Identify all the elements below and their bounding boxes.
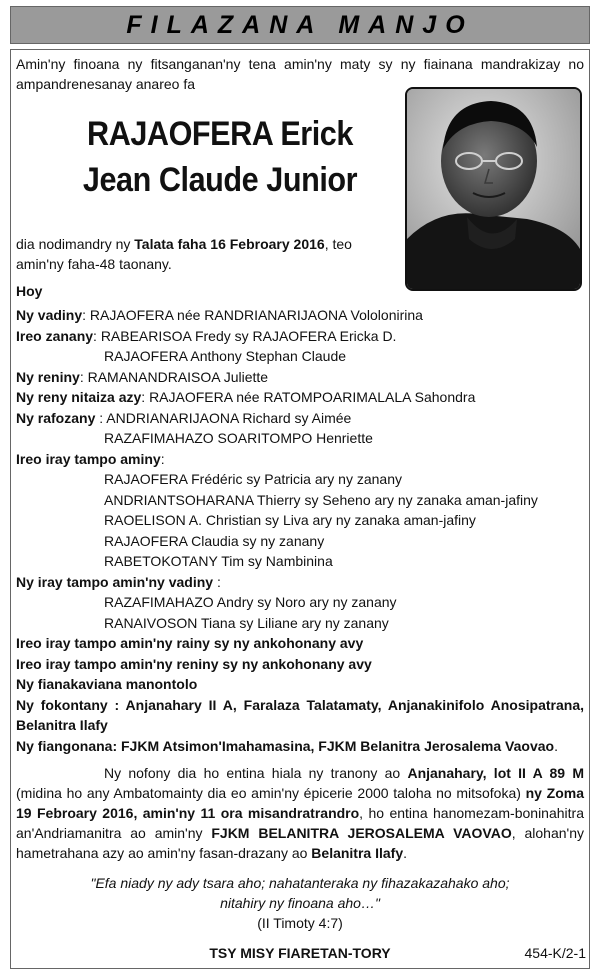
- death-prefix: dia nodimandry ny: [16, 236, 135, 252]
- death-date-line: [16, 234, 401, 274]
- fiangonana-text: [16, 736, 558, 756]
- father-relatives: Ireo iray tampo amin'ny rainy sy ny ankohonany avy: [16, 635, 364, 651]
- in-laws-name-1: ANDRIANARIJAONA Richard sy Aimée: [106, 410, 352, 426]
- wife-sibling-1: RAZAFIMAHAZO Andry sy Noro ary ny zanany: [104, 594, 397, 610]
- spouse-line: [16, 305, 423, 325]
- footer-note: TSY MISY FIARETAN-TORY: [209, 945, 391, 961]
- children-line: [16, 326, 396, 346]
- mother-line: [16, 367, 268, 387]
- wife-siblings-heading: [16, 572, 221, 592]
- sibling-3: RAOELISON A. Christian sy Liva ary ny zanaka aman-jafiny: [104, 512, 476, 528]
- footer-code: 454-K/2-1: [524, 945, 586, 961]
- children-label: Ireo zanany: [16, 328, 94, 344]
- spouse-name: RAJAOFERA née RANDRIANARIJAONA Vololonirina: [89, 307, 423, 323]
- funeral-burial-place: Belanitra Ilafy: [311, 845, 404, 861]
- wife-siblings-sep: :: [213, 574, 221, 590]
- funeral-t3: , ho entina hanomezam-boninahitra an'Andriamanitra ao amin'ny: [16, 805, 584, 841]
- intro-text: Amin'ny finoana ny fitsanganan'ny tena amin'ny maty sy ny fiainana mandrakizay no ampandrenesanay anareo fa: [16, 56, 584, 92]
- in-laws-name-2: RAZAFIMAHAZO SOARITOMPO Henriette: [104, 430, 373, 446]
- quote-line1: "Efa niady ny ady tsara aho; nahatanteraka ny fihazakazahako aho;: [90, 875, 510, 891]
- portrait-icon: [407, 89, 580, 289]
- in-laws-line: [16, 408, 351, 428]
- mother-sep: :: [79, 369, 88, 385]
- children-sep: :: [93, 328, 101, 344]
- foster-mother-line: [16, 387, 475, 407]
- portrait-photo: [405, 87, 582, 291]
- mother-label: Ny reniny: [16, 369, 80, 385]
- death-date: Talata faha 16 Febroary 2016: [134, 236, 325, 252]
- quote-reference: (II Timoty 4:7): [257, 915, 343, 931]
- death-suffix: , teo amin'ny faha-48 taonany.: [16, 236, 352, 272]
- sibling-4: RAJAOFERA Claudia sy ny zanany: [104, 533, 325, 549]
- fiangonana-label: Ny fiangonana: FJKM Atsimon'Imahamasina, FJKM Belanitra Jerosalema Vaovao: [16, 738, 555, 754]
- foster-mother-label: Ny reny nitaiza azy: [16, 389, 142, 405]
- fokontany-text: Ny fokontany : Anjanahary II A, Faralaza Talatamaty, Anjanakinifolo Anosipatrana, Belanitra Ilafy: [16, 697, 584, 733]
- mother-name: RAMANANDRAISOA Juliette: [87, 369, 269, 385]
- foster-mother-name: RAJAOFERA née RATOMPOARIMALALA Sahondra: [149, 389, 476, 405]
- wife-siblings-label: Ny iray tampo amin'ny vadiny: [16, 574, 214, 590]
- siblings-sep: :: [160, 451, 165, 467]
- funeral-t2: (midina ho any Ambatomainty dia eo amin'ny épicerie 2000 taloha no mitsofoka): [16, 785, 526, 801]
- funeral-t4: , alohan'ny hametrahana azy ao amin'ny fasan-drazany ao: [16, 825, 584, 861]
- sibling-5: RABETOKOTANY Tim sy Nambinina: [104, 553, 333, 569]
- deceased-name-line1: RAJAOFERA Erick: [87, 115, 353, 153]
- quote-line2: nitahiry ny finoana aho…": [220, 895, 380, 911]
- whole-family: Ny fianakaviana manontolo: [16, 676, 198, 692]
- sibling-2: ANDRIANTSOHARANA Thierry sy Seheno ary ny zanaka aman-jafiny: [104, 492, 538, 508]
- mother-relatives: Ireo iray tampo amin'ny reniny sy ny ankohonany avy: [16, 656, 372, 672]
- funeral-address: Anjanahary, lot II A 89 M: [407, 765, 584, 781]
- deceased-name-line2: Jean Claude Junior: [82, 161, 358, 199]
- spouse-sep: :: [82, 307, 90, 323]
- funeral-t5: .: [403, 845, 408, 861]
- children-name-1: RABEARISOA Fredy sy RAJAOFERA Ericka D.: [100, 328, 397, 344]
- funeral-paragraph: [16, 763, 584, 863]
- children-name-2: RAJAOFERA Anthony Stephan Claude: [104, 348, 347, 364]
- notice-title: FILAZANA MANJO: [10, 6, 590, 44]
- in-laws-label: Ny rafozany: [16, 410, 96, 426]
- siblings-heading: [16, 449, 165, 469]
- siblings-label: Ireo iray tampo aminy: [16, 451, 161, 467]
- foster-mother-sep: :: [141, 389, 150, 405]
- hoy-label: Hoy: [16, 283, 43, 299]
- wife-sibling-2: RANAIVOSON Tiana sy Liliane ary ny zanany: [104, 615, 389, 631]
- spouse-label: Ny vadiny: [16, 307, 83, 323]
- funeral-date: ny Zoma 19 Febroary 2016, amin'ny 11 ora misandratrandro: [16, 785, 584, 821]
- sibling-1: RAJAOFERA Frédéric sy Patricia ary ny zanany: [104, 471, 402, 487]
- funeral-church: FJKM BELANITRA JEROSALEMA VAOVAO: [211, 825, 512, 841]
- funeral-t1: Ny nofony dia ho entina hiala ny tranony ao: [104, 765, 408, 781]
- fiangonana-period: .: [554, 738, 558, 754]
- in-laws-sep: :: [95, 410, 107, 426]
